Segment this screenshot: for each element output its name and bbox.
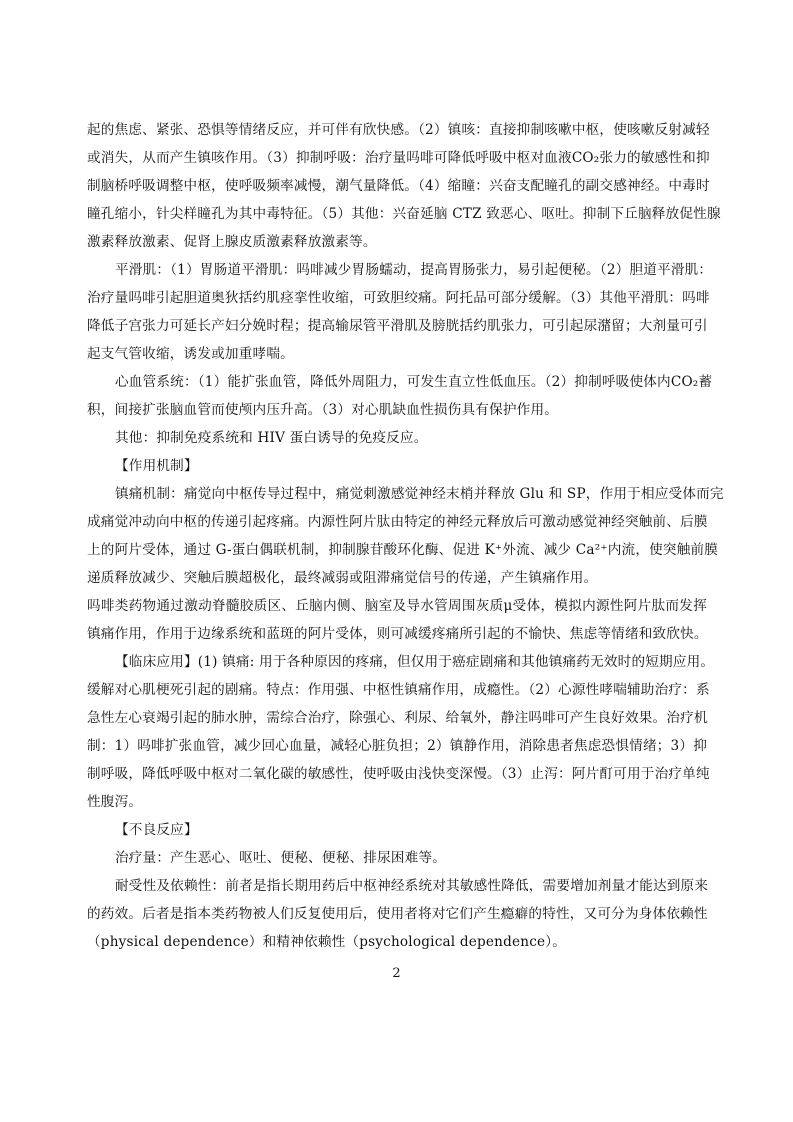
text-line: 制：1）吗啡扩张血管，减少回心血量，减轻心脏负担；2）镇静作用，消除患者焦虑恐惧情绪；3）抑	[87, 738, 707, 754]
text-line: 【作用机制】	[115, 458, 198, 474]
text-line: 【不良反应】	[115, 822, 198, 838]
text-line: 镇痛作用，作用于边缘系统和蓝斑的阿片受体，则可减缓疼痛所引起的不愉快、焦虑等情绪和致欣快。	[87, 626, 708, 642]
text-line: 制脑桥呼吸调整中枢，使呼吸频率减慢，潮气量降低。（4）缩瞳：兴奋支配瞳孔的副交感神经。中毒时	[87, 178, 710, 194]
text-line: 或消失，从而产生镇咳作用。（3）抑制呼吸：治疗量吗啡可降低呼吸中枢对血液CO₂张力的敏感性和抑	[87, 150, 710, 166]
paragraph-therapeutic-dose	[87, 844, 707, 872]
text-line: 成痛觉冲动向中枢的传递引起疼痛。内源性阿片肽由特定的神经元释放后可激动感觉神经突触前、后膜	[87, 514, 708, 530]
paragraph-smooth-muscle	[87, 256, 713, 368]
text-line: 缓解对心肌梗死引起的剧痛。特点：作用强、中枢性镇痛作用，成瘾性。（2）心源性哮喘辅助治疗：系	[87, 682, 710, 698]
text-line: 递质释放减少、突触后膜超极化，最终减弱或阻滞痛觉信号的传递，产生镇痛作用。	[87, 570, 598, 586]
paragraph-morphine-receptors	[87, 592, 707, 648]
paragraph-effects-cns-continued	[87, 116, 721, 256]
text-line: 治疗量吗啡引起胆道奥狄括约肌痉挛性收缩，可致胆绞痛。阿托品可部分缓解。（3）其他平滑肌：吗啡	[87, 290, 710, 306]
paragraph-cardiovascular	[87, 368, 713, 424]
text-line: （physical dependence）和精神依赖性（psychological dependence）。	[87, 934, 567, 950]
page-number: 2	[392, 966, 401, 981]
document-body	[87, 116, 724, 956]
paragraph-heading-adverse	[87, 816, 707, 844]
text-line: 激素释放激素、促肾上腺皮质激素释放激素等。	[87, 234, 377, 250]
text-line: 其他：抑制免疫系统和 HIV 蛋白诱导的免疫反应。	[115, 430, 428, 446]
paragraph-tolerance-dependence	[87, 872, 707, 956]
text-line: 上的阿片受体，通过 G-蛋白偶联机制，抑制腺苷酸环化酶、促进 K⁺外流、减少 Ca²⁺内流，使突触前膜	[87, 542, 719, 558]
text-line: 急性左心衰竭引起的肺水肿，需综合治疗，除强心、利尿、给氧外，静注吗啡可产生良好效果。治疗机	[87, 710, 708, 726]
text-line: 吗啡类药物通过激动脊髓胶质区、丘脑内侧、脑室及导水管周围灰质μ受体，模拟内源性阿片肽而发挥	[87, 598, 707, 614]
text-line: 治疗量：产生恶心、呕吐、便秘、便秘、排尿困难等。	[115, 850, 447, 866]
text-line: 积，间接扩张脑血管而使颅内压升高。（3）对心肌缺血性损伤具有保护作用。	[87, 402, 559, 418]
text-line: 【临床应用】(1) 镇痛: 用于各种原因的疼痛，但仅用于癌症剧痛和其他镇痛药无效时的短期应用。	[115, 654, 715, 670]
paragraph-clinical-use	[87, 648, 715, 816]
text-line: 平滑肌：（1）胃肠道平滑肌：吗啡减少胃肠蠕动，提高胃肠张力，易引起便秘。（2）胆道平滑肌：	[115, 262, 713, 278]
text-line: 心血管系统：（1）能扩张血管，降低外周阻力，可发生直立性低血压。（2）抑制呼吸使体内CO₂蓄	[115, 374, 713, 390]
text-line: 制呼吸，降低呼吸中枢对二氧化碳的敏感性，使呼吸由浅快变深慢。（3）止泻：阿片酊可用于治疗单纯	[87, 766, 710, 782]
paragraph-heading-mechanism	[87, 452, 707, 480]
paragraph-other	[87, 424, 707, 452]
text-line: 耐受性及依赖性：前者是指长期用药后中枢神经系统对其敏感性降低，需要增加剂量才能达到原来	[115, 878, 709, 894]
paragraph-analgesic-mechanism	[87, 480, 724, 592]
text-line: 性腹泻。	[87, 794, 143, 810]
text-line: 镇痛机制：痛觉向中枢传导过程中，痛觉刺激感觉神经末梢并释放 Glu 和 SP，作用于相应受体而完	[115, 486, 724, 502]
text-line: 降低子宫张力可延长产妇分娩时程；提高输尿管平滑肌及膀胱括约肌张力，可引起尿潴留；大剂量可引	[87, 318, 708, 334]
text-line: 的药效。后者是指本类药物被人们反复使用后，使用者将对它们产生瘾癖的特性，又可分为身体依赖性	[87, 906, 708, 922]
text-line: 起的焦虑、紧张、恐惧等情绪反应，并可伴有欣快感。（2）镇咳：直接抑制咳嗽中枢，使咳嗽反射减轻	[87, 122, 710, 138]
text-line: 起支气管收缩，诱发或加重哮喘。	[87, 346, 294, 362]
text-line: 瞳孔缩小，针尖样瞳孔为其中毒特征。（5）其他：兴奋延脑 CTZ 致恶心、呕吐。抑制下丘脑释放促性腺	[87, 206, 721, 222]
